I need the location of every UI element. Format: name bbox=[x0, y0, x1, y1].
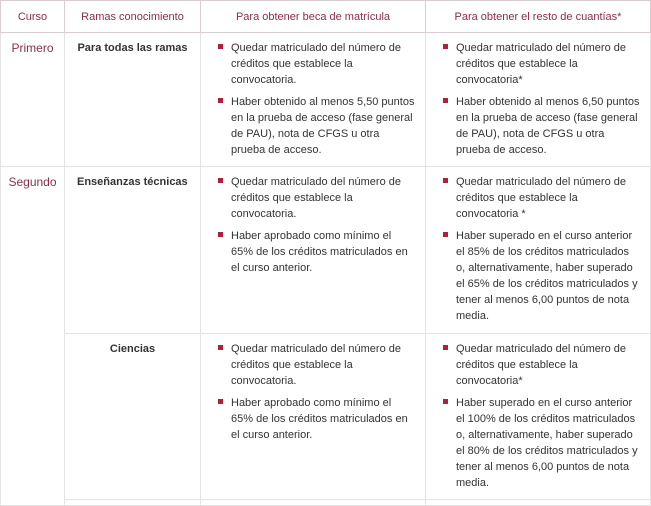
beca-cell bbox=[201, 167, 426, 334]
table-row bbox=[1, 167, 651, 334]
resto-cell bbox=[426, 33, 651, 167]
list-item: Haber superado en el curso anterior el 100% de los créditos matriculados o, alternativamente, haber superado el 80% de los créditos matriculados y tener al menos 6,00 puntos de nota media. bbox=[443, 395, 640, 491]
empty-cell bbox=[201, 500, 426, 506]
requirement-list bbox=[426, 33, 650, 166]
rama-cell: Enseñanzas técnicas bbox=[65, 167, 201, 334]
empty-cell bbox=[426, 500, 651, 506]
curso-cell: Segundo bbox=[1, 167, 65, 506]
table-row bbox=[1, 33, 651, 167]
table-row bbox=[1, 500, 651, 506]
list-item: Quedar matriculado del número de créditos que establece la convocatoria. bbox=[218, 40, 415, 88]
curso-cell: Primero bbox=[1, 33, 65, 167]
header-row bbox=[1, 1, 651, 33]
beca-cell bbox=[201, 334, 426, 500]
table-row bbox=[1, 334, 651, 500]
requirement-list bbox=[426, 167, 650, 332]
list-item: Quedar matriculado del número de créditos que establece la convocatoria. bbox=[218, 341, 415, 389]
resto-cell bbox=[426, 167, 651, 334]
rama-cell: Ciencias bbox=[65, 334, 201, 500]
empty-cell bbox=[65, 500, 201, 506]
header-resto: Para obtener el resto de cuantías* bbox=[426, 1, 651, 33]
requirement-list bbox=[201, 334, 425, 451]
list-item: Quedar matriculado del número de créditos que establece la convocatoria* bbox=[443, 341, 640, 389]
header-ramas: Ramas conocimiento bbox=[65, 1, 201, 33]
list-item: Haber aprobado como mínimo el 65% de los créditos matriculados en el curso anterior. bbox=[218, 395, 415, 443]
header-curso: Curso bbox=[1, 1, 65, 33]
requirement-list bbox=[201, 167, 425, 284]
rama-cell: Para todas las ramas bbox=[65, 33, 201, 167]
list-item: Quedar matriculado del número de créditos que establece la convocatoria * bbox=[443, 174, 640, 222]
list-item: Haber superado en el curso anterior el 85% de los créditos matriculados o, alternativamente, haber superado el 65% de los créditos matriculados y tener al menos 6,00 puntos de nota media. bbox=[443, 228, 640, 324]
list-item: Haber aprobado como mínimo el 65% de los créditos matriculados en el curso anterior. bbox=[218, 228, 415, 276]
list-item: Quedar matriculado del número de créditos que establece la convocatoria. bbox=[218, 174, 415, 222]
requirement-list bbox=[201, 33, 425, 166]
beca-cell bbox=[201, 33, 426, 167]
list-item: Quedar matriculado del número de créditos que establece la convocatoria* bbox=[443, 40, 640, 88]
resto-cell bbox=[426, 334, 651, 500]
list-item: Haber obtenido al menos 5,50 puntos en la prueba de acceso (fase general de PAU), nota de CFGS u otra prueba de acceso. bbox=[218, 94, 415, 158]
list-item: Haber obtenido al menos 6,50 puntos en la prueba de acceso (fase general de PAU), nota de CFGS u otra prueba de acceso. bbox=[443, 94, 640, 158]
header-beca: Para obtener beca de matrícula bbox=[201, 1, 426, 33]
requirement-list bbox=[426, 334, 650, 499]
